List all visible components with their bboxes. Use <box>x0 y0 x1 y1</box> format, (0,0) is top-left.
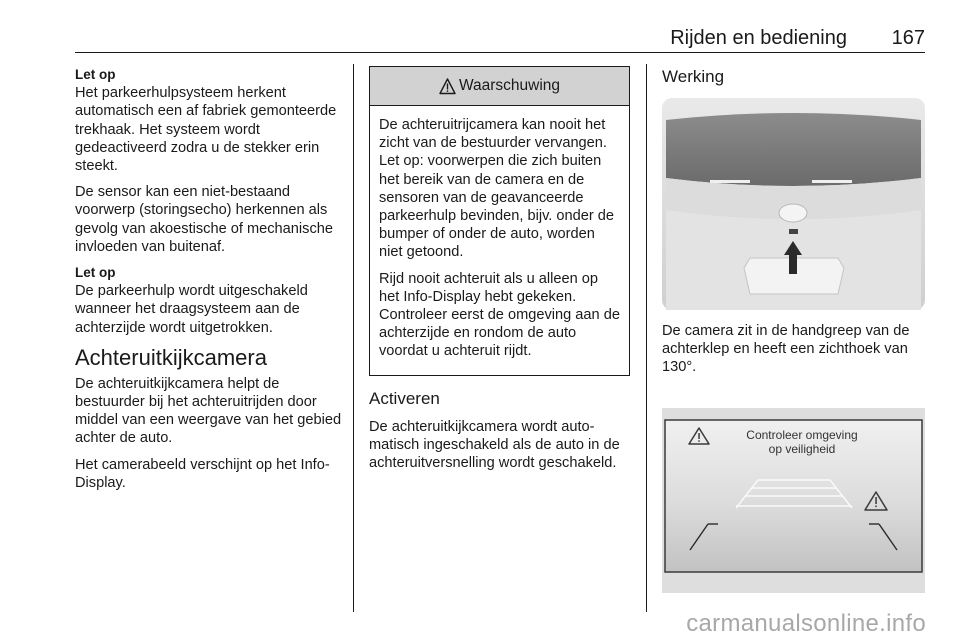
note-parking-carrier <box>75 264 343 337</box>
display-message-line: Controleer omgeving <box>746 428 858 442</box>
middle-column <box>369 388 637 481</box>
left-column <box>75 66 343 500</box>
paragraph-camera-location: De camera zit in de handgreep van de achterklep en heeft een zichthoek van 130°. <box>662 323 910 376</box>
note-text: De parkeerhulp wordt uitgeschakeld wanneer het draagsysteem aan de achterzijde wordt uitgetrokken. <box>75 283 308 336</box>
heading-activate: Activeren <box>369 389 440 408</box>
note-text: Het parkeerhulpsysteem herkent automatisch een af fabriek gemonteerde trekhaak. Het systeem wordt gedeactiveerd zodra u de stekker erin steekt. <box>75 85 337 175</box>
display-message-line: op veiligheid <box>768 442 836 456</box>
heading-operation: Werking <box>662 67 725 86</box>
right-column-heading <box>662 66 930 96</box>
warning-paragraph: Rijd nooit achteruit als u alleen op het Info-Display hebt gekeken. Controleer eerst de omgeving aan de achterzijde en rondom de auto voordat u achteruit rijdt. <box>379 270 620 360</box>
warning-box <box>369 66 630 376</box>
note-label: Let op <box>75 67 116 82</box>
paragraph-camera-intro: De achteruitkijkcamera helpt de bestuurder bij het achteruitrijden door middel van een weergave van het gebied achter de auto. <box>75 375 342 447</box>
note-label: Let op <box>75 265 116 281</box>
warning-icon <box>439 78 456 95</box>
note-parking-tow <box>75 66 343 175</box>
page-header <box>75 24 925 53</box>
column-divider-right <box>646 64 647 612</box>
paragraph-activate: De achteruitkijkcamera wordt automatisch ingeschakeld als de auto in de achteruitversnelling wordt geschakeld. <box>369 419 620 472</box>
warning-header <box>370 67 629 106</box>
paragraph-camera-display: Het camerabeeld verschijnt op het Info-Display. <box>75 456 330 491</box>
watermark: carmanualsonline.info <box>686 610 926 637</box>
info-display-illustration <box>662 408 925 593</box>
tailgate-camera-illustration <box>662 98 925 310</box>
paragraph-sensor: De sensor kan een niet-bestaand voorwerp (storingsecho) herkennen als gevolg van akoestische of mechanische invloeden van buitenaf. <box>75 184 333 255</box>
page-number: 167 <box>891 27 925 49</box>
column-divider-left <box>353 64 354 612</box>
section-heading-rear-camera: Achteruitkijkcamera <box>75 344 267 370</box>
warning-paragraph: De achteruitrijcamera kan nooit het zicht van de bestuurder vervangen. Let op: voorwerpen die zich buiten het bereik van de camera en de sensoren van de geavanceerde parkeerhulp bevinden, bijv. onder de bumper of onder de auto, worden niet getoond. <box>379 117 615 261</box>
right-column-caption <box>662 322 930 385</box>
display-message <box>722 428 882 456</box>
section-title: Rijden en bediening <box>670 27 847 49</box>
warning-body <box>370 106 629 361</box>
warning-title: Waarschuwing <box>458 77 561 94</box>
